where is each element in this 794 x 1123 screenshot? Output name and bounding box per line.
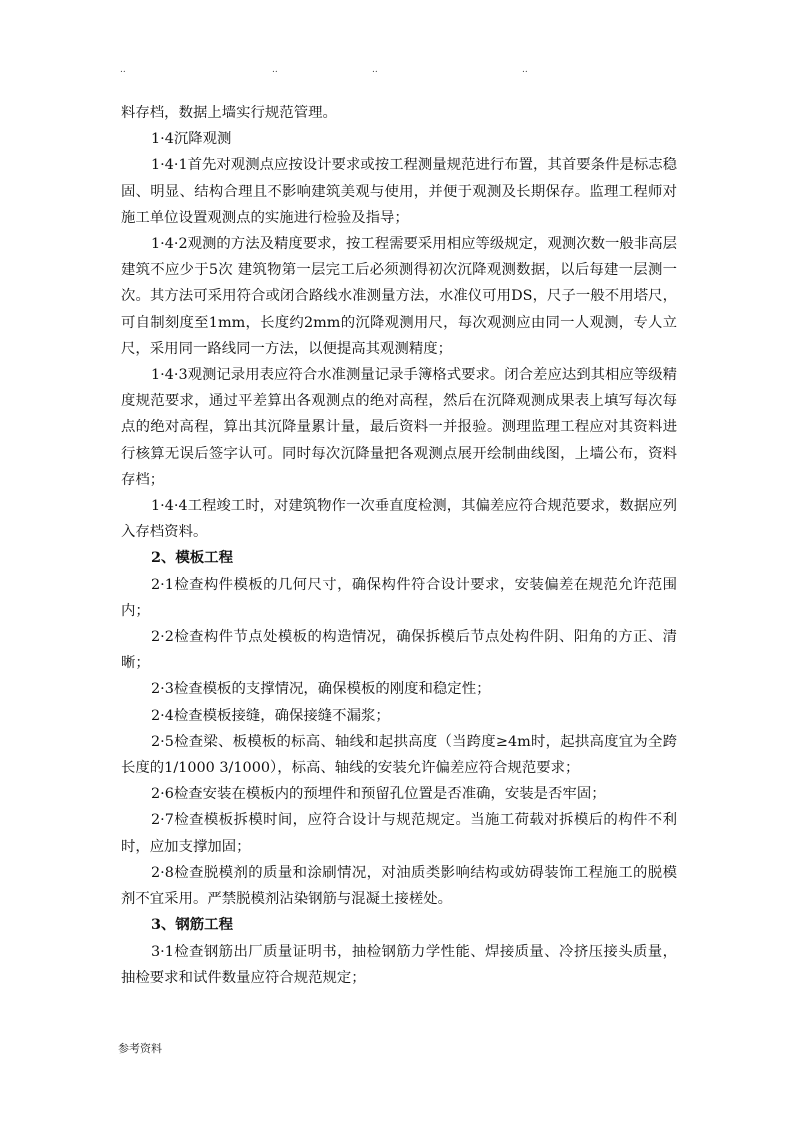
paragraph: 1·4·1首先对观测点应按设计要求或按工程测量规范进行布置，其首要条件是标志稳固、明显、结构合理且不影响建筑美观与使用，并便于观测及长期保存。监理工程师对施工单位设置观测点的实施进行检验及指导； [121,157,677,226]
document-body [121,100,677,991]
paragraph: 1·4·3观测记录用表应符合水准测量记录手簿格式要求。闭合差应达到其相应等级精度规范要求，通过平差算出各观测点的绝对高程，然后在沉降观测成果表上填写每次每点的绝对高程，算出其沉降量累计量，最后资料一并报验。测理监理工程应对其资料进行核算无误后签字认可。同时每次沉降量把各观测点展开绘制曲线图，上墙公布，资料存档； [121,367,677,488]
section-heading: 3、钢筋工程 [151,916,233,934]
paragraph: 2·3检查模板的支撑情况，确保模板的刚度和稳定性； [151,681,491,698]
paragraph: 2·6检查安装在模板内的预埋件和预留孔位置是否准确，安装是否牢固； [151,786,606,803]
paragraph: 1·4·2观测的方法及精度要求，按工程需要采用相应等级规定，观测次数一般非高层建筑不应少于5次 建筑物第一层完工后必须测得初次沉降观测数据，以后每建一层测一次。其方法可采用符合或闭合路线水准测量方法，水准仪可用DS，尺子一般不用塔尺，可自制刻度至1mm，长度约2mm的沉降观测用尺，每次观测应由同一人观测，专人立尺，采用同一路线同一方法，以便提高其观测精度； [121,236,677,357]
header-mark: .. [272,65,278,75]
page-header-marks [0,64,794,76]
page-footer: 参考资料 [118,1042,162,1055]
paragraph: 2·1检查构件模板的几何尺寸，确保构件符合设计要求，安装偏差在规范允许范围内； [121,576,677,619]
paragraph: 3·1检查钢筋出厂质量证明书，抽检钢筋力学性能、焊接质量、冷挤压接头质量，抽检要求和试件数量应符合规范规定； [121,943,677,986]
paragraph: 2·4检查模板接缝，确保接缝不漏浆； [151,707,390,724]
paragraph: 2·8检查脱模剂的质量和涂刷情况，对油质类影响结构或妨碍装饰工程施工的脱模剂不宜采用。严禁脱模剂沾染钢筋与混凝土接槎处。 [121,864,677,908]
header-mark: .. [522,65,528,75]
header-mark: .. [372,65,378,75]
section-heading: 1·4沉降观测 [151,131,232,148]
paragraph: 2·7检查模板拆模时间，应符合设计与规范规定。当施工荷载对拆模后的构件不利时，应加支撑加固； [121,812,677,855]
paragraph: 2·5检查梁、板模板的标高、轴线和起拱高度（当跨度≥4m时，起拱高度宜为全跨长度的1/1000 3/1000），标高、轴线的安装允许偏差应符合规范要求； [121,733,677,777]
paragraph: 2·2检查构件节点处模板的构造情况，确保拆模后节点处构件阴、阳角的方正、清晰； [121,629,677,672]
section-heading: 2、模板工程 [151,549,233,567]
paragraph: 料存档，数据上墙实行规范管理。 [121,105,337,121]
header-mark: .. [120,65,126,75]
paragraph: 1·4·4工程竣工时，对建筑物作一次垂直度检测，其偏差应符合规范要求，数据应列入存档资料。 [121,498,677,541]
